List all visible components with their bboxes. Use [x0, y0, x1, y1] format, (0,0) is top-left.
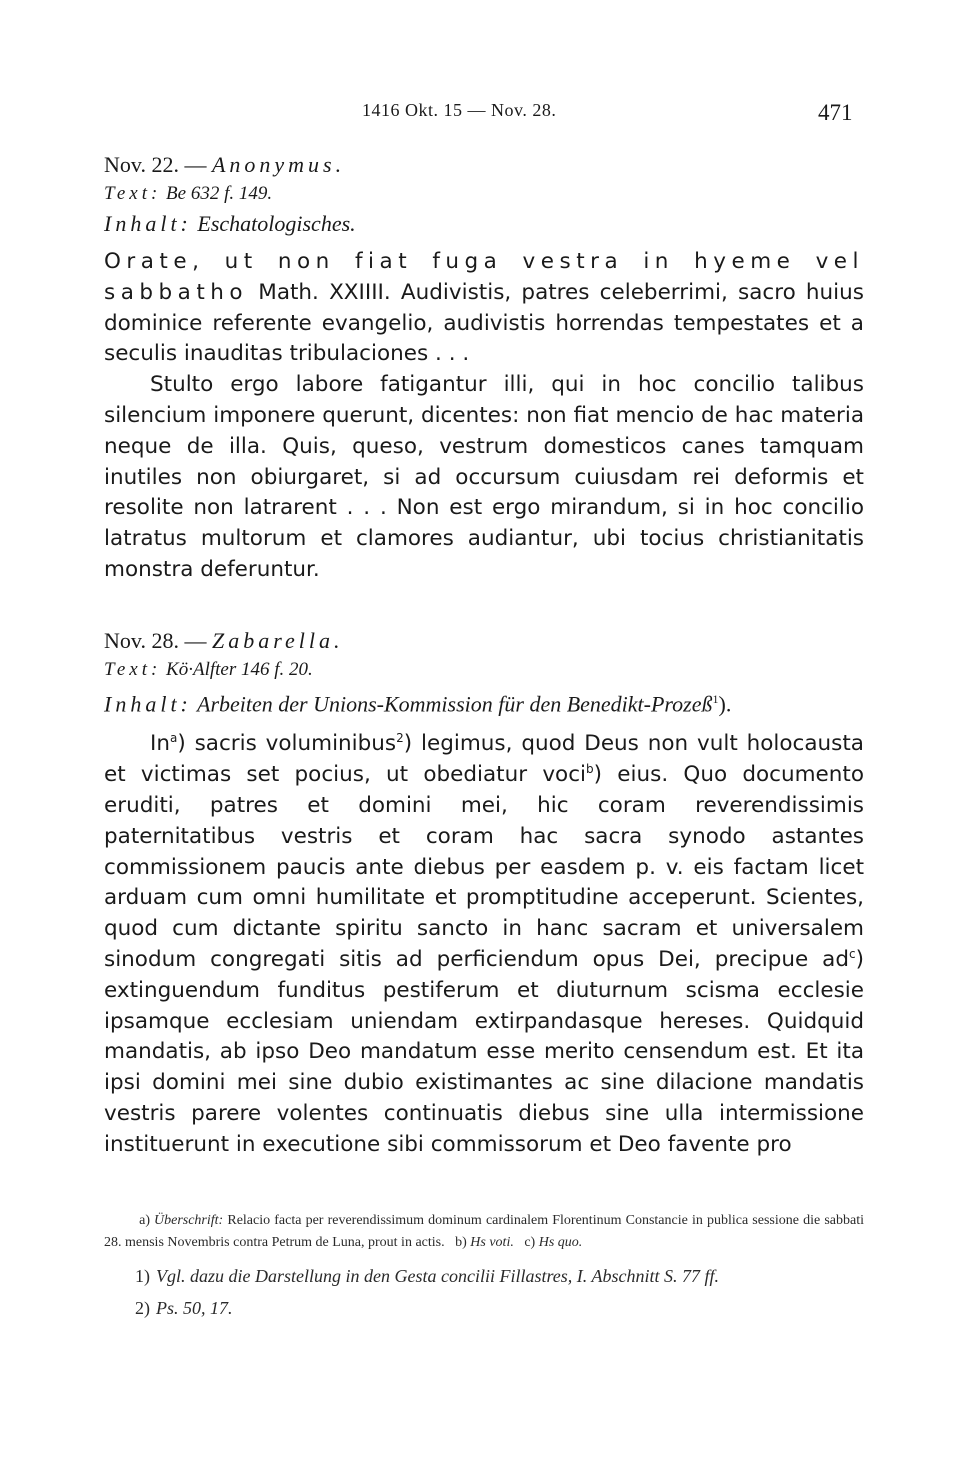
entry-paragraph-1: In$^a$) sacris voluminibus$^2$) legimus, quod Deus non vult holocausta et victimas set pocius, ut obediatur voci$^b$) eius. Quo documento eruditi, patres et domini mei, hic coram reverendissimis paternitatibus vestris et coram hac sacra synodo astantes commissionem paucis ante diebus per easdem p. v. eis factam licet arduam cum omni humilitate et promptitudine acceperunt. Scientes, quod cum dictante spiritu sancto in hanc sacram et universalem sinodum congregati sitis ad perficiendum opus Dei, precipue $ad^c$) extinguendum funditus pestiferum et diuturnum scisma ecclesie ipsamque ecclesiam uniendam extirpandasque hereses. Quidquid mandatis, ab ipso Deo mandatum esse merito censendum est. Et ita ipsi domini mei sine dubio existimantes ac sine dilacione mandatis vestris parere volentes continuatis diebus sine ulla intermissione instituerunt in executione sibi commissorum et Deo favente pro: [104, 731, 864, 1157]
footnote-ref: c: [849, 946, 856, 961]
entry-content: [104, 208, 864, 239]
footnotes: [104, 1210, 864, 1322]
footnote-ref: a: [169, 731, 178, 746]
entry-text-ref: [104, 656, 864, 684]
content-description: Eschatologisches.: [197, 211, 356, 236]
entry-zabarella: [104, 626, 864, 1160]
content-description: Arbeiten der Unions-Kommission für den Benedikt-Prozeß: [197, 691, 713, 717]
text-label: Text:: [104, 659, 162, 680]
paragraph-text: Stulto ergo labore fatigantur illi, qui in hoc concilio talibus silencium imponere querunt, dicentes: non fiat mencio de hac materia neque de illa. Quis, queso, vestrum domesticos canes tamquam inutiles non obiurgaret, si ad occursum cuiusdam rei deformis et resolite non latrarent . . . Non est ergo mirandum, si in hoc concilio latratus multorum et clamores audiantur, ubi tocius christianitatis monstra deferuntur.: [104, 372, 864, 582]
entry-heading: [104, 626, 864, 656]
page-number: 471: [818, 100, 853, 125]
running-head: 1416 Okt. 15 — Nov. 28.: [362, 100, 557, 120]
footnote-c: c) Hs quo.: [524, 1235, 583, 1250]
text-reference: Kö·Alfter 146 f. 20.: [166, 659, 313, 680]
entry-author: Zabarella.: [211, 628, 344, 653]
footnote-b: b) Hs voti.: [455, 1235, 514, 1250]
entry-content: Inhalt: Arbeiten der Unions-Kommission für den Benedikt-Prozeß$^1$).: [104, 691, 732, 717]
entry-author: Anonymus.: [211, 152, 346, 177]
footnote-a: a) Überschrift: Relacio facta per reverendissimum dominum cardinalem Florentinum Constancie in publica sessione die sabbati 28. mensis Novembris contra Petrum de Luna, prout in actis. b) Hs voti. c) Hs quo.: [104, 1213, 864, 1250]
content-label: Inhalt:: [104, 211, 192, 236]
footnote-1: 1) Vgl. dazu die Darstellung in den Gesta concilii Fillastres, I. Abschnitt S. 77 ff.: [135, 1266, 719, 1286]
entry-paragraph-2: [104, 370, 864, 586]
quote-opening: Orate, ut non fiat fuga vestra in hyeme vel sabbatho: [104, 249, 864, 305]
entry-anonymus: [104, 150, 864, 586]
entry-date: Nov. 28.: [104, 628, 179, 653]
text-label: Text:: [104, 183, 162, 204]
footnote-ref: 2: [396, 731, 404, 746]
entry-dash: —: [184, 152, 207, 177]
entry-date: Nov. 22.: [104, 152, 179, 177]
footnote-ref: 1: [712, 692, 719, 706]
text-reference: Be 632 f. 149.: [166, 183, 273, 204]
entry-paragraph-1: [104, 247, 864, 370]
entry-text-ref: [104, 180, 864, 208]
footnote-2: 2) Ps. 50, 17.: [135, 1298, 233, 1318]
paragraph-text: Math. XXIIII. Audivistis, patres celeberrimi, sacro huius dominice referente evangelio, audivistis horrendas tempestates et a seculis inauditas tribulaciones . . .: [104, 279, 864, 367]
content-label: Inhalt:: [104, 691, 192, 717]
entry-heading: [104, 150, 864, 180]
footnote-ref: b: [586, 761, 594, 776]
entry-dash: —: [184, 628, 207, 653]
